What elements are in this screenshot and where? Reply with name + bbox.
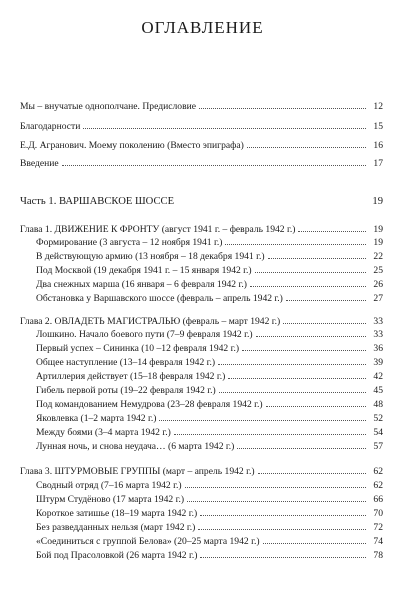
- entry-title: Мы – внучатые однополчане. Предисловие: [20, 101, 196, 112]
- leader-dots: [187, 494, 366, 502]
- leader-dots: [298, 224, 366, 232]
- section-page: 57: [373, 441, 383, 452]
- toc-section: [36, 494, 383, 505]
- leader-dots: [242, 343, 366, 351]
- leader-dots: [198, 522, 366, 530]
- leader-dots: [268, 251, 366, 259]
- leader-dots: [200, 508, 366, 516]
- entry-page: 15: [373, 121, 383, 132]
- chapter-title: Глава 2. ОВЛАДЕТЬ МАГИСТРАЛЬЮ (февраль – март 1942 г.): [20, 316, 281, 327]
- toc-entry-epigraph: [20, 140, 383, 151]
- leader-dots: [283, 316, 366, 324]
- toc-chapter-2: [20, 316, 383, 327]
- leader-dots: [247, 140, 366, 148]
- leader-dots: [174, 427, 366, 435]
- part-page: 19: [372, 196, 383, 207]
- section-title: Между боями (3–4 марта 1942 г.): [36, 427, 171, 438]
- section-title: Общее наступление (13–14 февраля 1942 г.): [36, 357, 216, 368]
- leader-dots: [62, 158, 366, 166]
- toc-section: [36, 480, 383, 491]
- section-title: Гибель первой роты (19–22 февраля 1942 г.): [36, 385, 216, 396]
- section-title: Бой под Прасоловкой (26 марта 1942 г.): [36, 550, 198, 561]
- leader-dots: [225, 237, 366, 245]
- toc-section: [36, 279, 383, 290]
- leader-dots: [255, 265, 366, 273]
- toc-entry-preface: [20, 101, 383, 112]
- entry-title: Е.Д. Агранович. Моему поколению (Вместо эпиграфа): [20, 140, 244, 151]
- section-page: 25: [373, 265, 383, 276]
- entry-title: Введение: [20, 158, 59, 169]
- leader-dots: [256, 329, 366, 337]
- section-title: Короткое затишье (18–19 марта 1942 г.): [36, 508, 198, 519]
- section-title: Без разведданных нельзя (март 1942 г.): [36, 522, 196, 533]
- toc-section: [36, 237, 383, 248]
- section-page: 74: [373, 536, 383, 547]
- toc-section: [36, 550, 383, 561]
- section-page: 62: [373, 480, 383, 491]
- page-title: ОГЛАВЛЕНИЕ: [141, 18, 264, 37]
- section-title: Формирование (3 августа – 12 ноября 1941 г.): [36, 237, 223, 248]
- section-page: 22: [373, 251, 383, 262]
- leader-dots: [185, 480, 366, 488]
- entry-page: 17: [373, 158, 383, 169]
- leader-dots: [237, 441, 366, 449]
- toc-section: [36, 413, 383, 424]
- toc-part-1: [20, 196, 383, 207]
- section-page: 36: [373, 343, 383, 354]
- section-title: Яковлевка (1–2 марта 1942 г.): [36, 413, 157, 424]
- part-spacer: [177, 197, 366, 204]
- section-title: В действующую армию (13 ноября – 18 декабря 1941 г.): [36, 251, 265, 262]
- section-page: 33: [373, 329, 383, 340]
- toc-section: [36, 371, 383, 382]
- leader-dots: [250, 279, 366, 287]
- toc-section: [36, 343, 383, 354]
- chapter-page: 19: [373, 224, 383, 235]
- leader-dots: [218, 357, 366, 365]
- section-page: 78: [373, 550, 383, 561]
- section-page: 27: [373, 293, 383, 304]
- leader-dots: [200, 550, 366, 558]
- section-page: 42: [373, 371, 383, 382]
- section-page: 66: [373, 494, 383, 505]
- toc-section: [36, 329, 383, 340]
- section-title: «Соединиться с группой Белова» (20–25 марта 1942 г.): [36, 536, 260, 547]
- section-title: Под командованием Немудрова (23–28 февраля 1942 г.): [36, 399, 263, 410]
- leader-dots: [263, 536, 366, 544]
- leader-dots: [199, 101, 366, 109]
- toc-section: [36, 522, 383, 533]
- section-page: 19: [373, 237, 383, 248]
- leader-dots: [258, 466, 366, 474]
- toc-chapter-3: [20, 466, 383, 477]
- leader-dots: [159, 413, 366, 421]
- toc-section: [36, 399, 383, 410]
- section-page: 48: [373, 399, 383, 410]
- toc-section: [36, 385, 383, 396]
- section-title: Первый успех – Сининка (10 –12 февраля 1942 г.): [36, 343, 240, 354]
- toc-section: [36, 508, 383, 519]
- section-page: 72: [373, 522, 383, 533]
- section-title: Лошкино. Начало боевого пути (7–9 февраля 1942 г.): [36, 329, 253, 340]
- entry-page: 16: [373, 140, 383, 151]
- section-page: 45: [373, 385, 383, 396]
- toc-entry-acknowledgements: [20, 121, 383, 132]
- chapter-page: 33: [373, 316, 383, 327]
- toc-section: [36, 441, 383, 452]
- section-title: Под Москвой (19 декабря 1941 г. – 15 января 1942 г.): [36, 265, 252, 276]
- part-title: Часть 1. ВАРШАВСКОЕ ШОССЕ: [20, 196, 175, 207]
- toc-section: [36, 265, 383, 276]
- toc-section: [36, 293, 383, 304]
- entry-page: 12: [373, 101, 383, 112]
- section-title: Штурм Студёново (17 марта 1942 г.): [36, 494, 185, 505]
- leader-dots: [228, 371, 366, 379]
- toc-section: [36, 536, 383, 547]
- entry-title: Благодарности: [20, 121, 81, 132]
- section-page: 39: [373, 357, 383, 368]
- leader-dots: [266, 399, 366, 407]
- leader-dots: [286, 293, 366, 301]
- toc-chapter-1: [20, 224, 383, 235]
- leader-dots: [219, 385, 366, 393]
- toc-entry-introduction: [20, 158, 383, 169]
- section-title: Сводный отряд (7–16 марта 1942 г.): [36, 480, 182, 491]
- section-page: 54: [373, 427, 383, 438]
- toc-section: [36, 357, 383, 368]
- leader-dots: [83, 121, 366, 129]
- toc-section: [36, 251, 383, 262]
- section-page: 70: [373, 508, 383, 519]
- toc-section: [36, 427, 383, 438]
- section-title: Лунная ночь, и снова неудача… (6 марта 1942 г.): [36, 441, 235, 452]
- chapter-title: Глава 3. ШТУРМОВЫЕ ГРУППЫ (март – апрель 1942 г.): [20, 466, 255, 477]
- chapter-page: 62: [373, 466, 383, 477]
- section-page: 52: [373, 413, 383, 424]
- chapter-title: Глава 1. ДВИЖЕНИЕ К ФРОНТУ (август 1941 г. – февраль 1942 г.): [20, 224, 296, 235]
- section-title: Артиллерия действует (15–18 февраля 1942 г.): [36, 371, 226, 382]
- section-title: Обстановка у Варшавского шоссе (февраль – апрель 1942 г.): [36, 293, 283, 304]
- section-page: 26: [373, 279, 383, 290]
- section-title: Два снежных марша (16 января – 6 февраля 1942 г.): [36, 279, 247, 290]
